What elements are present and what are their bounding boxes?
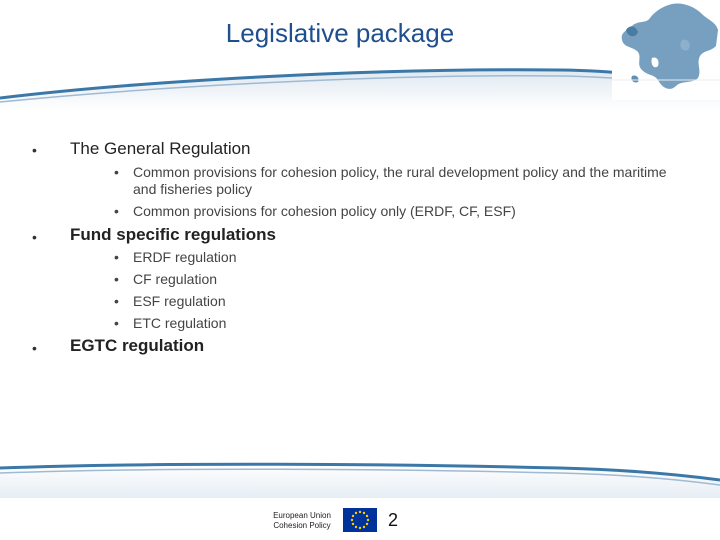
sub-bullet: • xyxy=(114,315,119,331)
footer-wave-decoration xyxy=(0,458,720,498)
sub-item xyxy=(114,315,674,332)
page-title: Legislative package xyxy=(225,18,455,48)
bullet-marker: • xyxy=(32,340,37,356)
sub-item-text: Common provisions for cohesion policy, the rural development policy and the maritime and fisheries policy xyxy=(133,164,667,197)
sub-item xyxy=(114,249,674,266)
heading-general-regulation: The General Regulation xyxy=(70,139,251,158)
sub-bullet: • xyxy=(114,293,119,309)
sub-bullet: • xyxy=(114,164,119,180)
sub-item-text: Common provisions for cohesion policy only (ERDF, CF, ESF) xyxy=(133,203,516,219)
page-number: 2 xyxy=(388,510,399,530)
sub-item xyxy=(114,203,674,220)
sub-item xyxy=(114,164,674,198)
bullet-marker: • xyxy=(32,142,37,158)
heading-egtc: EGTC regulation xyxy=(70,336,205,355)
heading-fund-specific: Fund specific regulations xyxy=(70,225,276,244)
sub-item xyxy=(114,271,674,288)
footer-org-label xyxy=(262,511,342,531)
sub-bullet: • xyxy=(114,203,119,219)
footer-org-line1: European Union xyxy=(273,511,331,520)
sub-item xyxy=(114,293,674,310)
sub-item-text: ESF regulation xyxy=(133,293,226,309)
bullet-marker: • xyxy=(32,229,37,245)
sub-bullet: • xyxy=(114,249,119,265)
eu-flag-icon xyxy=(343,508,377,532)
sub-item-text: ERDF regulation xyxy=(133,249,237,265)
sub-bullet: • xyxy=(114,271,119,287)
sub-item-text: ETC regulation xyxy=(133,315,227,331)
sub-item-text: CF regulation xyxy=(133,271,218,287)
footer-org-line2: Cohesion Policy xyxy=(273,521,331,530)
